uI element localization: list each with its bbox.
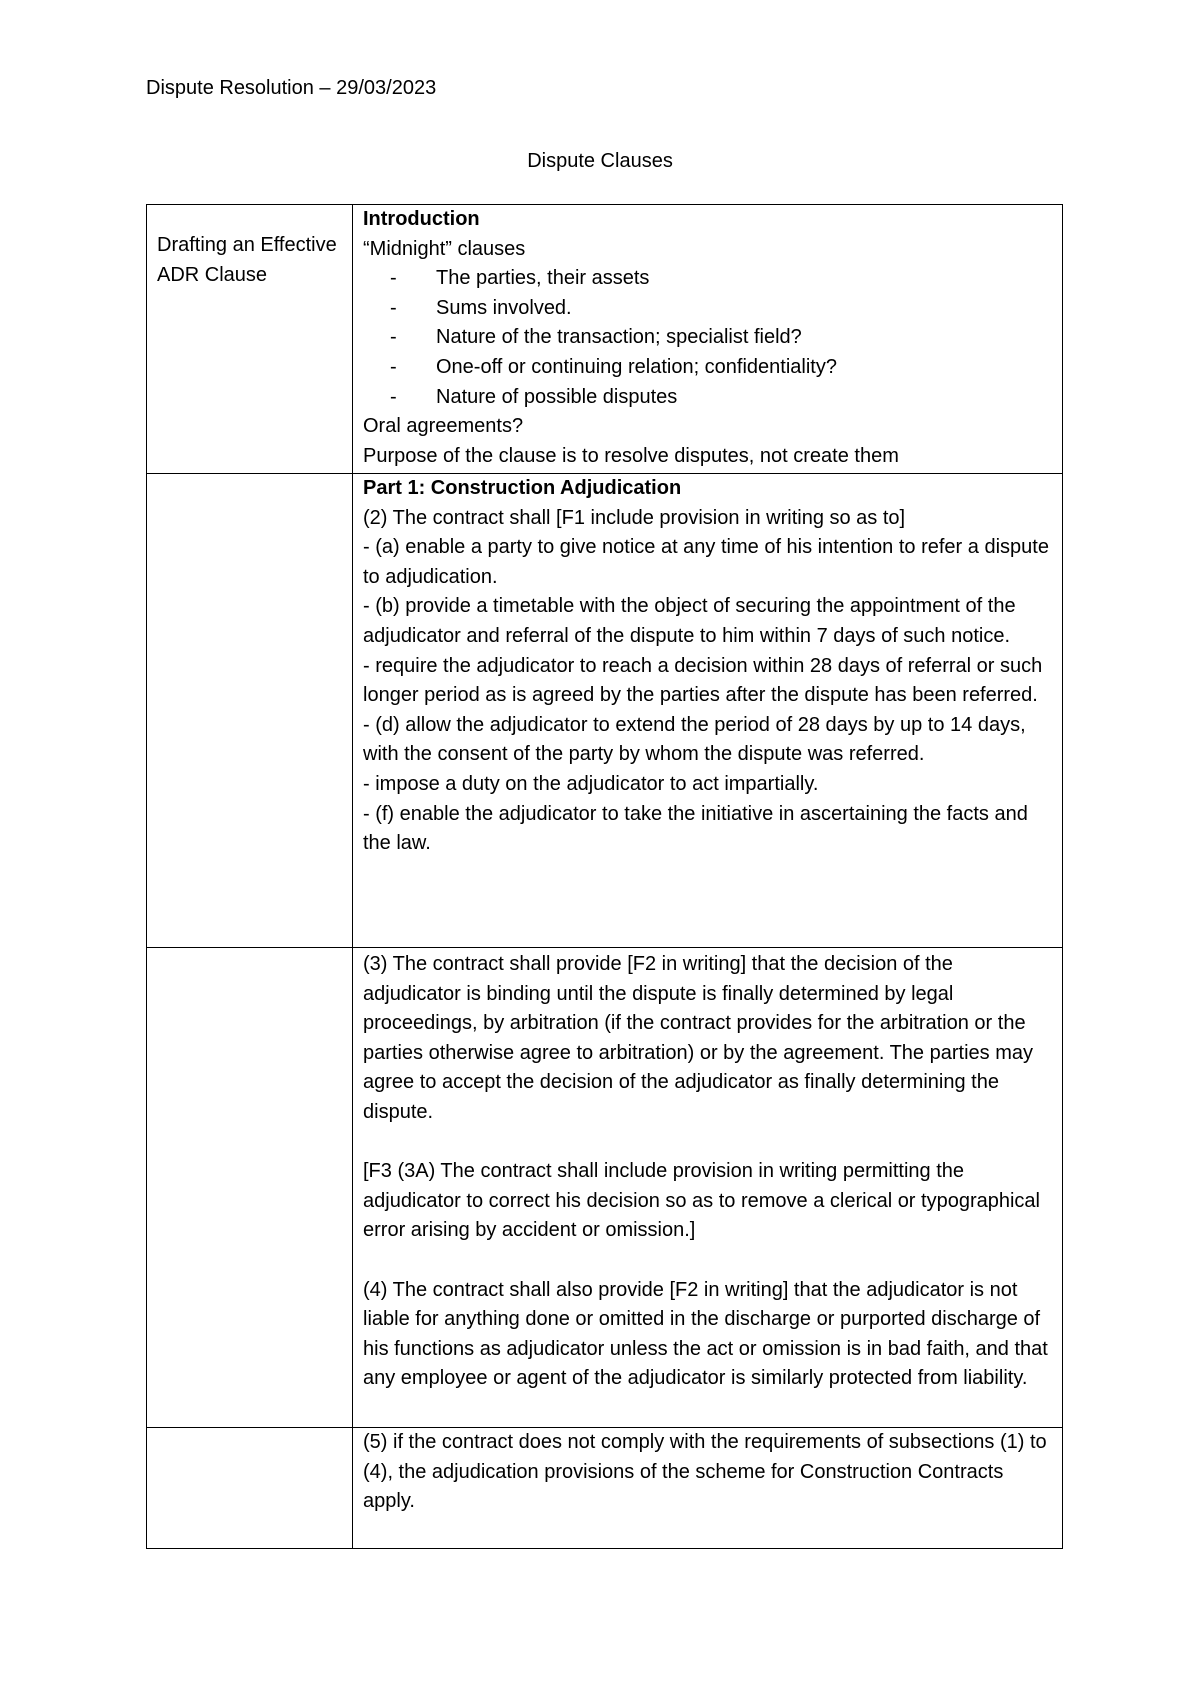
notes-table — [146, 204, 1063, 1549]
bullet-dash: - — [390, 355, 397, 378]
list-item — [363, 294, 1054, 324]
table-row — [147, 205, 1063, 474]
section-heading-part-1: Part 1: Construction Adjudication — [363, 477, 682, 499]
table-row — [147, 1428, 1063, 1549]
row-label-cell — [147, 948, 353, 1428]
body-line: Purpose of the clause is to resolve disputes, not create them — [363, 444, 899, 467]
bullet-dash: - — [390, 296, 397, 319]
row-content-cell — [353, 1428, 1063, 1549]
page-header: Dispute Resolution – 29/03/2023 — [146, 77, 437, 99]
row-label-cell — [147, 205, 353, 474]
paragraph: [F3 (3A) The contract shall include provision in writing permitting the adjudicator to correct his decision so as to remove a clerical or typographical error arising by accident or omission.] — [363, 1160, 1040, 1242]
bullet-dash: - — [390, 385, 397, 408]
body-line: - require the adjudicator to reach a decision within 28 days of referral or such longer period as is agreed by the parties after the dispute has been referred. — [363, 654, 1043, 707]
list-item-text: Sums involved. — [436, 296, 572, 319]
body-line: (5) if the contract does not comply with the requirements of subsections (1) to (4), the adjudication provisions of the scheme for Construction Contracts apply. — [363, 1431, 1047, 1513]
table-row — [147, 948, 1063, 1428]
body-line: - (a) enable a party to give notice at any time of his intention to refer a dispute to adjudication. — [363, 536, 1049, 588]
list-item-text: The parties, their assets — [436, 267, 650, 290]
row-label: Drafting an Effective ADR Clause — [157, 234, 337, 286]
paragraph: (4) The contract shall also provide [F2 in writing] that the adjudicator is not liable for anything done or omitted in the discharge or purported discharge of his functions as adjudicator unless the act or omission is in bad faith, and that any employee or agent of the adjudicator is similarly protected from liability. — [363, 1278, 1048, 1390]
intro-line: “Midnight” clauses — [363, 237, 526, 260]
row-content-cell — [353, 205, 1063, 474]
list-item-text: One-off or continuing relation; confidentiality? — [436, 355, 837, 378]
body-line: (2) The contract shall [F1 include provision in writing so as to] — [363, 506, 906, 529]
list-item-text: Nature of possible disputes — [436, 385, 678, 408]
body-line: - impose a duty on the adjudicator to act impartially. — [363, 772, 819, 795]
table-row — [147, 474, 1063, 948]
list-item — [363, 383, 1054, 413]
list-item — [363, 323, 1054, 353]
body-line: Oral agreements? — [363, 415, 524, 438]
row-label-cell — [147, 1428, 353, 1549]
body-line: - (f) enable the adjudicator to take the initiative in ascertaining the facts and the law. — [363, 802, 1028, 855]
list-item — [363, 264, 1054, 294]
row-label-cell — [147, 474, 353, 948]
paragraph: (3) The contract shall provide [F2 in writing] that the decision of the adjudicator is binding until the dispute is finally determined by legal proceedings, by arbitration (if the contract provides for the arbitration or the parties otherwise agree to arbitration) or by the agreement. The parties may agree to accept the decision of the adjudicator as finally determining the dispute. — [363, 953, 1033, 1123]
bullet-dash: - — [390, 326, 397, 349]
bullet-dash: - — [390, 267, 397, 290]
list-item-text: Nature of the transaction; specialist field? — [436, 326, 802, 349]
document-title: Dispute Clauses — [527, 150, 673, 172]
bullet-list — [363, 264, 1054, 412]
body-line: - (b) provide a timetable with the object of securing the appointment of the adjudicator and referral of the dispute to him within 7 days of such notice. — [363, 595, 1016, 647]
body-line: - (d) allow the adjudicator to extend the period of 28 days by up to 14 days, with the consent of the party by whom the dispute was referred. — [363, 713, 1026, 766]
list-item — [363, 353, 1054, 383]
row-content-cell — [353, 948, 1063, 1428]
row-content-cell — [353, 474, 1063, 948]
section-heading-introduction: Introduction — [363, 208, 480, 230]
